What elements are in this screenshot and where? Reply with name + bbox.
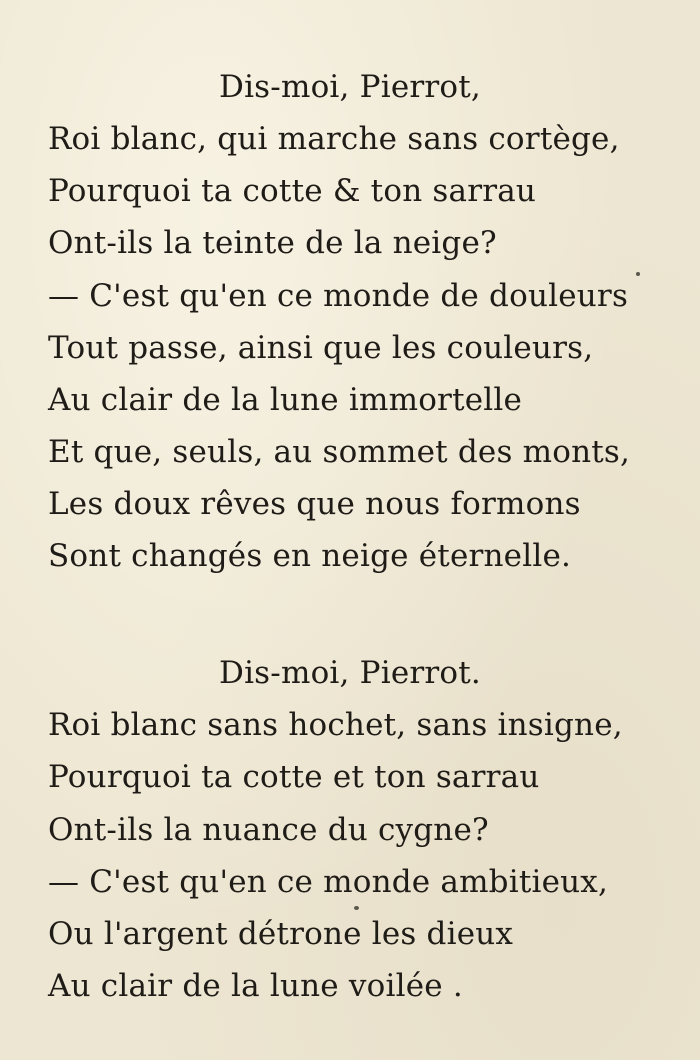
- poem-line: Au clair de la lune voilée .: [48, 968, 463, 1004]
- poem-line: Pourquoi ta cotte et ton sarrau: [48, 759, 540, 795]
- stanza-heading: Dis-moi, Pierrot,: [219, 69, 481, 105]
- poem-line: Tout passe, ainsi que les couleurs,: [48, 330, 594, 366]
- poem-line: Pourquoi ta cotte & ton sarrau: [48, 173, 537, 209]
- poem-line: Sont changés en neige éternelle.: [48, 538, 572, 574]
- poem-line: Les doux rêves que nous formons: [48, 486, 581, 522]
- ink-speck: [354, 906, 359, 910]
- poem-line: — C'est qu'en ce monde de douleurs: [48, 278, 629, 314]
- poem-line: Ou l'argent détrone les dieux: [48, 916, 514, 952]
- stanza-heading: Dis-moi, Pierrot.: [219, 655, 481, 691]
- poem-line: — C'est qu'en ce monde ambitieux,: [48, 864, 609, 900]
- poem-line: Au clair de la lune immortelle: [48, 382, 523, 418]
- poem-line: Ont-ils la teinte de la neige?: [48, 225, 497, 261]
- poem-line: Ont-ils la nuance du cygne?: [48, 812, 489, 848]
- poem-line: Roi blanc sans hochet, sans insigne,: [48, 707, 623, 743]
- ink-speck: [636, 272, 640, 276]
- poem-line: Roi blanc, qui marche sans cortège,: [48, 121, 620, 157]
- poem-line: Et que, seuls, au sommet des monts,: [48, 434, 631, 470]
